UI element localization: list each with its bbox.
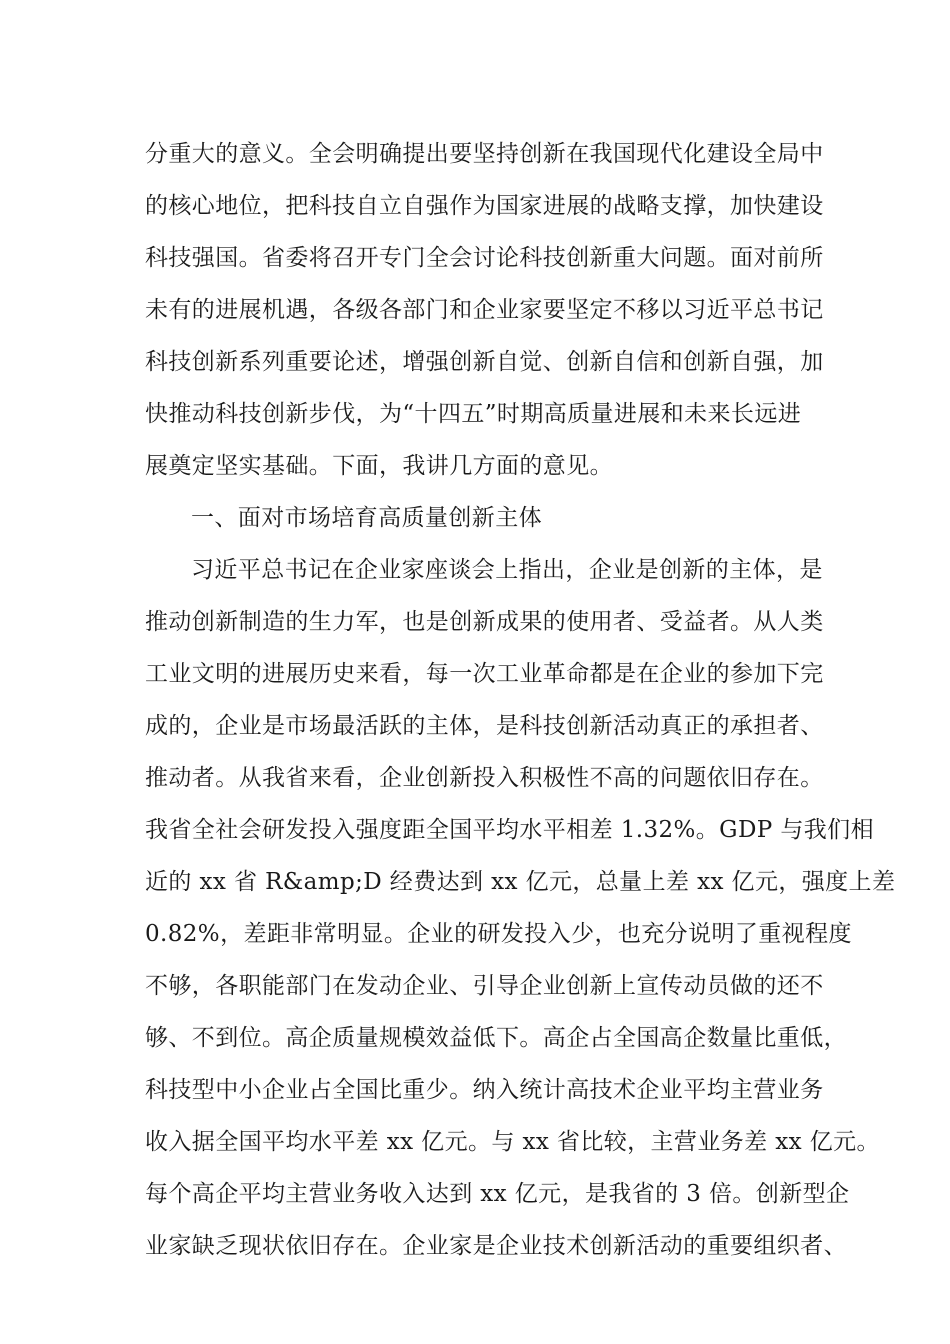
text-line: 的核心地位，把科技自立自强作为国家进展的战略支撑，加快建设: [145, 193, 824, 219]
section-heading: 一、面对市场培育高质量创新主体: [191, 505, 542, 531]
document-body: [145, 128, 896, 1272]
text-line: 每个高企平均主营业务收入达到 xx 亿元，是我省的 3 倍。创新型企: [145, 1181, 850, 1207]
text-line: 展奠定坚实基础。下面，我讲几方面的意见。: [145, 453, 613, 479]
text-line: 不够，各职能部门在发动企业、引导企业创新上宣传动员做的还不: [145, 973, 824, 999]
text-line: 够、不到位。高企质量规模效益低下。高企占全国高企数量比重低，: [145, 1025, 847, 1051]
text-line: 推动创新制造的生力军，也是创新成果的使用者、受益者。从人类: [145, 609, 824, 635]
paragraph-intro: [145, 128, 825, 492]
text-line: 近的 xx 省 R&amp;D 经费达到 xx 亿元，总量上差 xx 亿元，强度上差: [145, 869, 896, 895]
text-line: 成的，企业是市场最活跃的主体，是科技创新活动真正的承担者、: [145, 713, 824, 739]
text-line: 习近平总书记在企业家座谈会上指出，企业是创新的主体，是: [191, 557, 823, 583]
text-line: 0.82%，差距非常明显。企业的研发投入少，也充分说明了重视程度: [145, 921, 852, 947]
text-line: 科技型中小企业占全国比重少。纳入统计高技术企业平均主营业务: [145, 1077, 824, 1103]
text-line: 工业文明的进展历史来看，每一次工业革命都是在企业的参加下完: [145, 661, 824, 687]
text-line: 收入据全国平均水平差 xx 亿元。与 xx 省比较，主营业务差 xx 亿元。: [145, 1129, 880, 1155]
text-line: 分重大的意义。全会明确提出要坚持创新在我国现代化建设全局中: [145, 141, 824, 167]
text-line: 推动者。从我省来看，企业创新投入积极性不高的问题依旧存在。: [145, 765, 824, 791]
text-line: 快推动科技创新步伐，为“十四五”时期高质量进展和未来长远进: [145, 401, 802, 427]
text-line: 未有的进展机遇，各级各部门和企业家要坚定不移以习近平总书记: [145, 297, 824, 323]
text-line: 科技创新系列重要论述，增强创新自觉、创新自信和创新自强，加: [145, 349, 824, 375]
text-line: 业家缺乏现状依旧存在。企业家是企业技术创新活动的重要组织者、: [145, 1233, 847, 1259]
text-line: 科技强国。省委将召开专门全会讨论科技创新重大问题。面对前所: [145, 245, 824, 271]
paragraph-section-1: [145, 544, 896, 1272]
text-line: 我省全社会研发投入强度距全国平均水平相差 1.32%。GDP 与我们相: [145, 817, 874, 843]
